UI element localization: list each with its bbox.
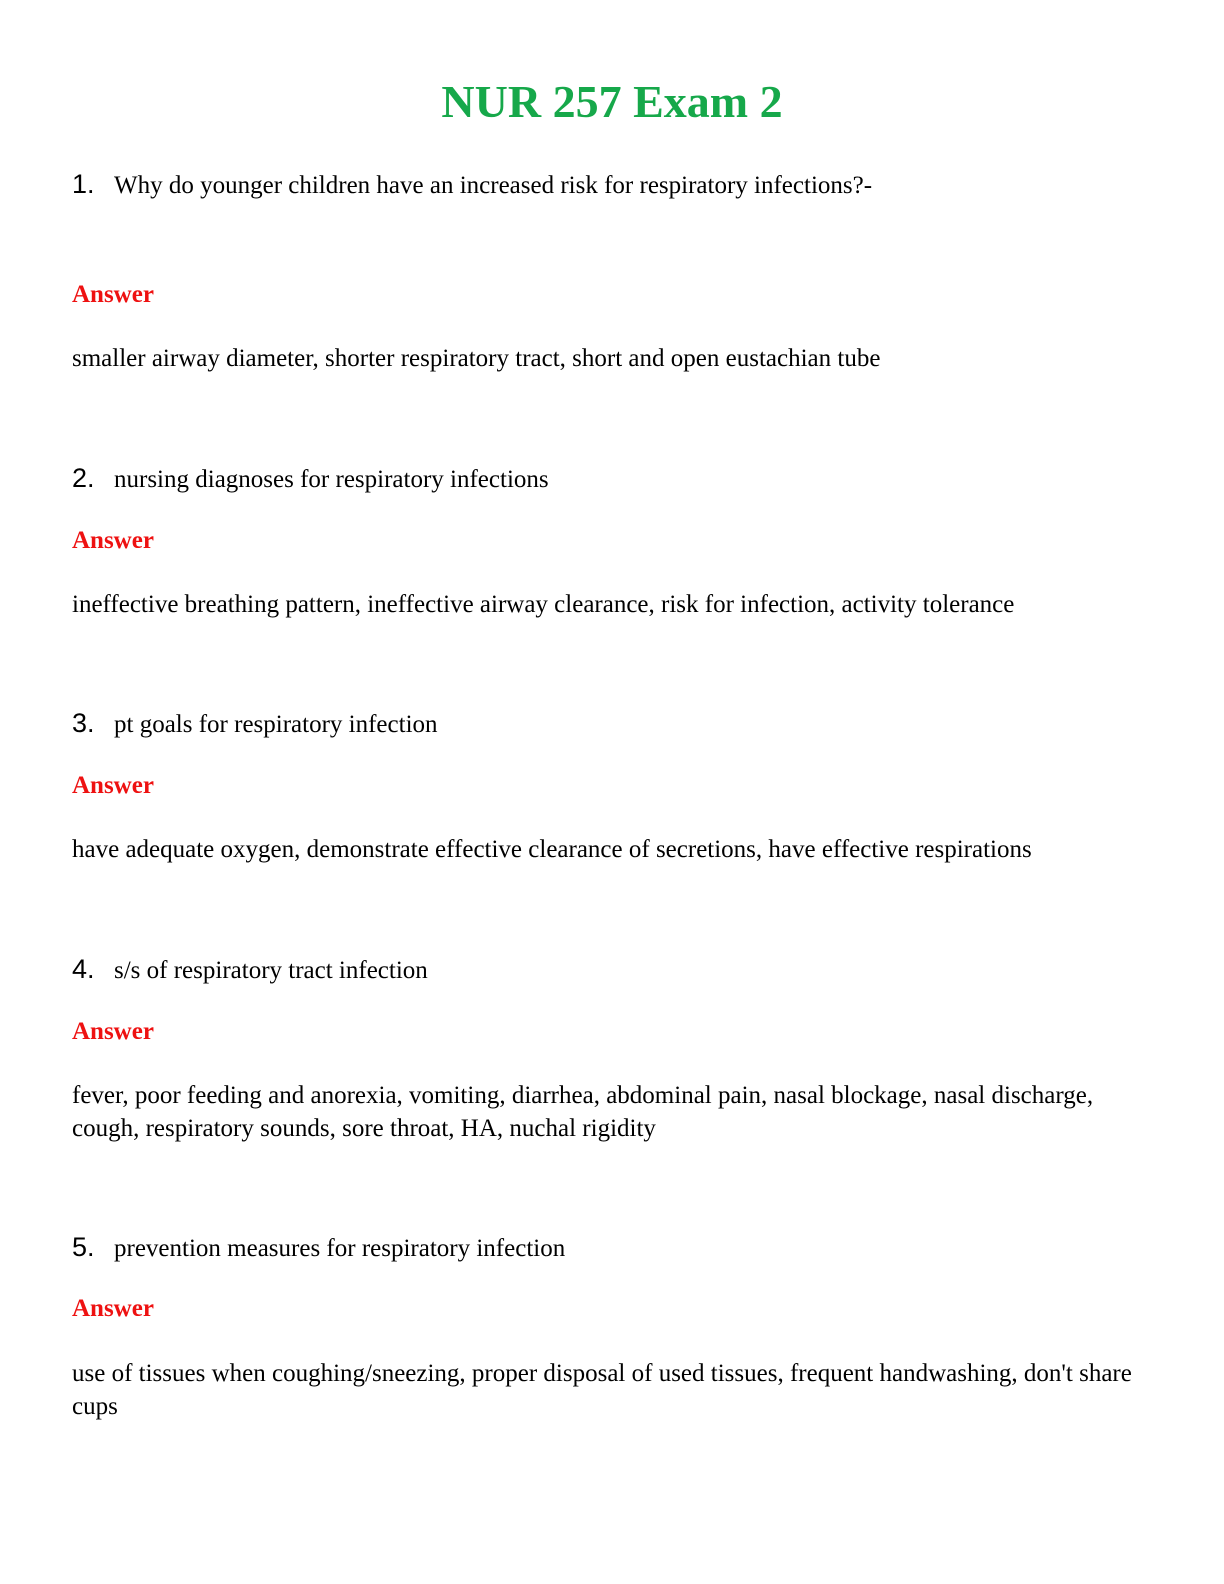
- question-number: 2.: [72, 463, 95, 493]
- question-number: 3.: [72, 708, 95, 738]
- question-text: prevention measures for respiratory infection: [114, 1235, 566, 1262]
- answer-label: Answer: [72, 772, 154, 799]
- answer-text: have adequate oxygen, demonstrate effective clearance of secretions, have effective respirations: [72, 836, 1032, 863]
- answer-label: Answer: [72, 281, 154, 308]
- answer-label: Answer: [72, 527, 154, 554]
- question-number: 1.: [72, 169, 95, 199]
- question: [72, 168, 1142, 200]
- question: [72, 462, 1142, 494]
- qa-item-1: [72, 168, 1142, 372]
- question-number: 4.: [72, 954, 95, 984]
- answer-text: fever, poor feeding and anorexia, vomiting, diarrhea, abdominal pain, nasal blockage, nasal discharge, cough, respiratory sounds, sore throat, HA, nuchal rigidity: [72, 1082, 1094, 1142]
- qa-item-3: [72, 707, 1142, 863]
- question-text: Why do younger children have an increased risk for respiratory infections?-: [114, 172, 873, 199]
- question: [72, 707, 1142, 739]
- qa-item-4: [72, 953, 1142, 1142]
- answer-text: use of tissues when coughing/sneezing, proper disposal of used tissues, frequent handwashing, don't share cups: [72, 1360, 1132, 1420]
- question-text: nursing diagnoses for respiratory infections: [114, 466, 549, 493]
- qa-item-5: [72, 1231, 1142, 1420]
- answer-label: Answer: [72, 1295, 154, 1322]
- question: [72, 953, 1142, 985]
- page-title: NUR 257 Exam 2: [441, 76, 783, 127]
- question-text: s/s of respiratory tract infection: [114, 957, 428, 984]
- qa-item-2: [72, 462, 1142, 618]
- answer-text: smaller airway diameter, shorter respiratory tract, short and open eustachian tube: [72, 345, 881, 372]
- answer-label: Answer: [72, 1018, 154, 1045]
- question: [72, 1231, 1142, 1263]
- answer-text: ineffective breathing pattern, ineffective airway clearance, risk for infection, activity tolerance: [72, 591, 1015, 618]
- question-text: pt goals for respiratory infection: [114, 711, 438, 738]
- question-number: 5.: [72, 1232, 95, 1262]
